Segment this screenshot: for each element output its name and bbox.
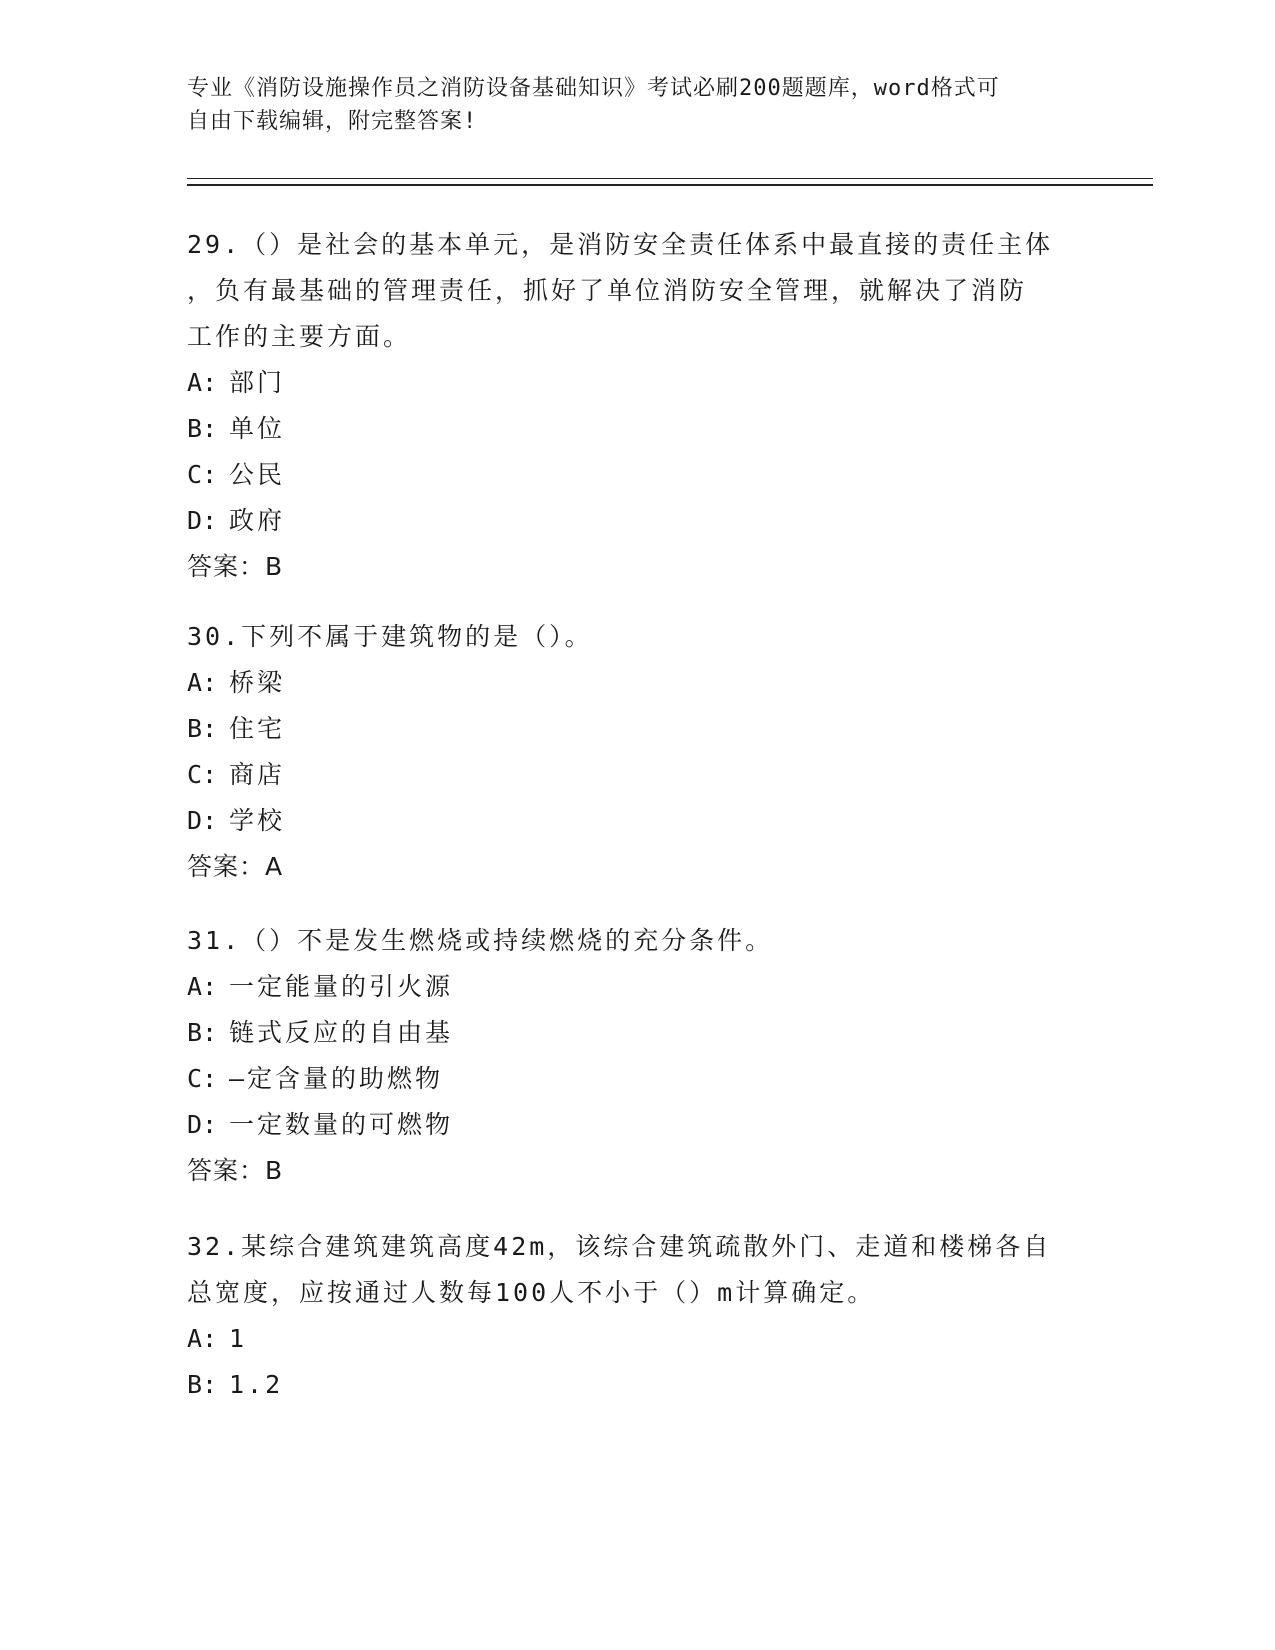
- header-divider: [187, 178, 1153, 186]
- option-letter: D:: [187, 806, 218, 835]
- option-letter: C:: [187, 460, 218, 489]
- question-stem-line: 31.（）不是发生燃烧或持续燃烧的充分条件。: [187, 926, 774, 955]
- option-letter: A:: [187, 368, 218, 397]
- question-32: [187, 1224, 1087, 1408]
- option-letter: B:: [187, 414, 218, 443]
- option-a: [187, 964, 1087, 1010]
- option-text: 商店: [229, 760, 286, 789]
- option-a: [187, 660, 1087, 706]
- option-text: 1: [229, 1324, 248, 1353]
- answer-line: 答案：A: [187, 852, 284, 881]
- question-stem-line: 30.下列不属于建筑物的是（）。: [187, 622, 593, 651]
- option-b: [187, 706, 1087, 752]
- option-text: 桥梁: [229, 668, 286, 697]
- option-text: 公民: [229, 460, 286, 489]
- answer-line: 答案：B: [187, 1156, 284, 1185]
- option-letter: D:: [187, 506, 218, 535]
- option-letter: B:: [187, 1018, 218, 1047]
- option-a: [187, 360, 1087, 406]
- option-text: 部门: [229, 368, 286, 397]
- question-29: [187, 222, 1087, 590]
- option-c: [187, 452, 1087, 498]
- question-30: [187, 614, 1087, 890]
- question-stem-line: ，负有最基础的管理责任，抓好了单位消防安全管理，就解决了消防: [187, 276, 1028, 305]
- option-d: [187, 1102, 1087, 1148]
- option-c: [187, 752, 1087, 798]
- option-letter: B:: [187, 714, 218, 743]
- question-31: [187, 918, 1087, 1194]
- option-text: 一定能量的引火源: [229, 972, 454, 1001]
- option-text: 单位: [229, 414, 286, 443]
- answer-line: 答案：B: [187, 552, 284, 581]
- document-header: [187, 72, 1087, 138]
- question-stem-line: 29.（）是社会的基本单元，是消防安全责任体系中最直接的责任主体: [187, 230, 1054, 259]
- option-b: [187, 1010, 1087, 1056]
- option-letter: C:: [187, 760, 218, 789]
- option-d: [187, 798, 1087, 844]
- option-text: —定含量的助燃物: [229, 1064, 444, 1093]
- question-stem-line: 工作的主要方面。: [187, 322, 412, 351]
- option-letter: B:: [187, 1370, 218, 1399]
- question-stem-line: 32.某综合建筑建筑高度42m，该综合建筑疏散外门、走道和楼梯各自: [187, 1232, 1052, 1261]
- header-line-1: 专业《消防设施操作员之消防设备基础知识》考试必刷200题题库，word格式可: [187, 76, 1000, 101]
- option-letter: C:: [187, 1064, 218, 1093]
- option-letter: A:: [187, 668, 218, 697]
- option-d: [187, 498, 1087, 544]
- option-text: 一定数量的可燃物: [229, 1110, 454, 1139]
- option-text: 政府: [229, 506, 286, 535]
- question-stem-line: 总宽度，应按通过人数每100人不小于（）m计算确定。: [187, 1278, 876, 1307]
- option-letter: A:: [187, 1324, 218, 1353]
- option-text: 住宅: [229, 714, 286, 743]
- option-text: 1.2: [229, 1370, 284, 1399]
- option-a: [187, 1316, 1087, 1362]
- option-letter: A:: [187, 972, 218, 1001]
- option-text: 链式反应的自由基: [229, 1018, 454, 1047]
- header-line-2: 自由下载编辑，附完整答案!: [187, 109, 478, 134]
- option-c: [187, 1056, 1087, 1102]
- option-b: [187, 1362, 1087, 1408]
- option-letter: D:: [187, 1110, 218, 1139]
- option-text: 学校: [229, 806, 286, 835]
- option-b: [187, 406, 1087, 452]
